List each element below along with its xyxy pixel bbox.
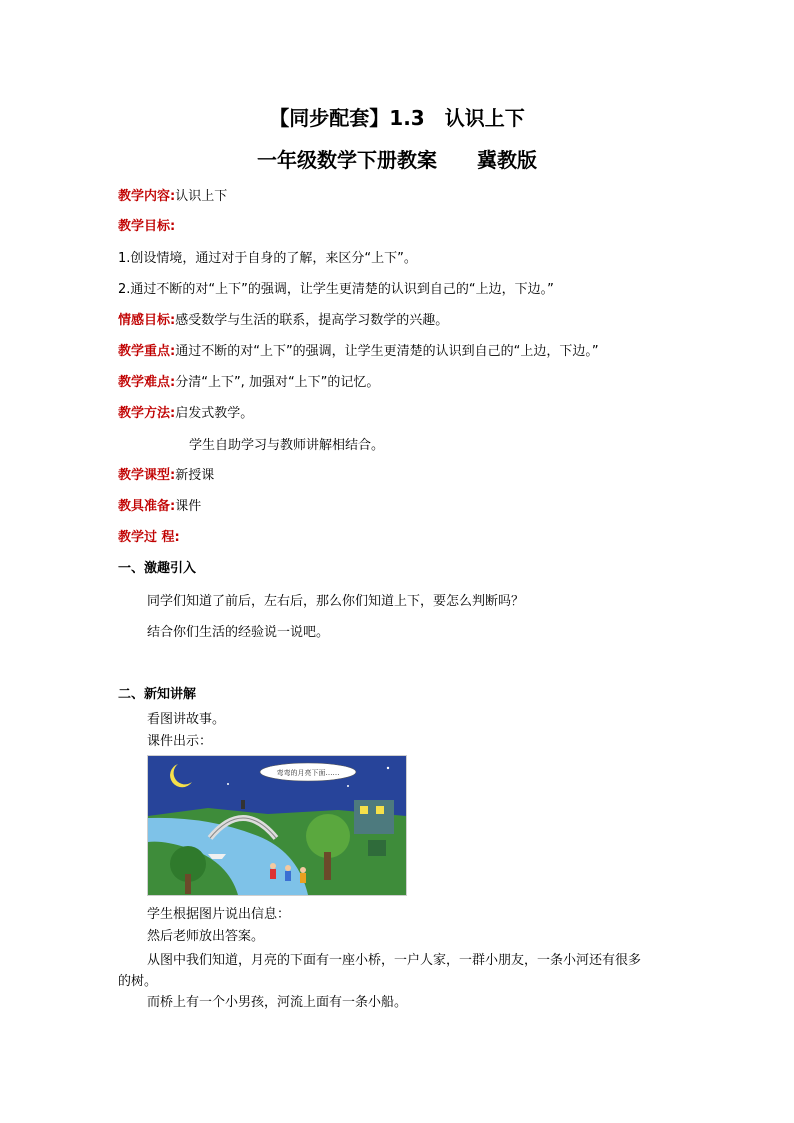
lesson-type-value: 新授课 (175, 468, 215, 483)
night-scene-drawing (148, 756, 406, 895)
tree-right (306, 814, 350, 858)
page-title: 【同步配套】1.3 认识上下 (269, 106, 525, 130)
section2-paragraph-3: 学生根据图片说出信息： (147, 907, 291, 922)
emotion-label: 情感目标: (118, 313, 176, 328)
section1-paragraph-1: 同学们知道了前后，左右后，那么你们知道上下，要怎么判断吗？ (147, 594, 525, 609)
process-row (118, 529, 180, 547)
goals-row (118, 218, 175, 236)
section2-paragraph-2: 课件出示： (147, 734, 213, 749)
emotion-row (118, 312, 448, 330)
goals-label: 教学目标: (118, 219, 176, 234)
content-row (118, 188, 227, 206)
section1-paragraph-2: 结合你们生活的经验说一说吧。 (147, 625, 330, 640)
speech-bubble-text: 弯弯的月亮下面…… (276, 769, 340, 777)
boy-on-bridge (241, 800, 245, 809)
children (270, 863, 276, 869)
difficulty-value: 分清“上下”, 加强对“上下”的记忆。 (175, 375, 380, 390)
process-label: 教学过 程: (118, 530, 180, 545)
section2-heading: 二、新知讲解 (118, 687, 197, 702)
house (354, 800, 394, 834)
key-row (118, 343, 599, 361)
section1-heading: 一、激趣引入 (118, 561, 197, 576)
goal-item-1: 1.创设情境，通过对于自身的了解，来区分“上下”。 (118, 251, 417, 266)
section2-paragraph-6: 而桥上有一个小男孩，河流上面有一条小船。 (147, 995, 408, 1010)
content-label: 教学内容: (118, 189, 176, 204)
lesson-type-row (118, 467, 214, 485)
lesson-type-label: 教学课型: (118, 468, 176, 483)
section2-paragraph-1: 看图讲故事。 (147, 712, 226, 727)
method-value-2: 学生自助学习与教师讲解相结合。 (189, 438, 385, 453)
tools-label: 教具准备: (118, 499, 176, 514)
story-illustration (147, 755, 407, 896)
content-value: 认识上下 (175, 189, 228, 204)
difficulty-label: 教学难点: (118, 375, 176, 390)
tools-value: 课件 (175, 499, 202, 514)
key-label: 教学重点: (118, 344, 176, 359)
section2-paragraph-5: 从图中我们知道，月亮的下面有一座小桥，一户人家，一群小朋友，一条小河还有很多的树。 (118, 953, 642, 989)
method-row (118, 405, 253, 423)
difficulty-row (118, 374, 379, 392)
page-subtitle: 一年级数学下册教案 冀教版 (257, 148, 537, 172)
section2-paragraph-4: 然后老师放出答案。 (147, 929, 265, 944)
method-value-1: 启发式教学。 (175, 406, 254, 421)
emotion-value: 感受数学与生活的联系，提高学习数学的兴趣。 (175, 313, 449, 328)
tools-row (118, 498, 201, 516)
key-value: 通过不断的对“上下”的强调，让学生更清楚的认识到自己的“上边，下边。” (175, 344, 599, 359)
method-label: 教学方法: (118, 406, 176, 421)
goal-item-2: 2.通过不断的对“上下”的强调，让学生更清楚的认识到自己的“上边，下边。” (118, 282, 554, 297)
